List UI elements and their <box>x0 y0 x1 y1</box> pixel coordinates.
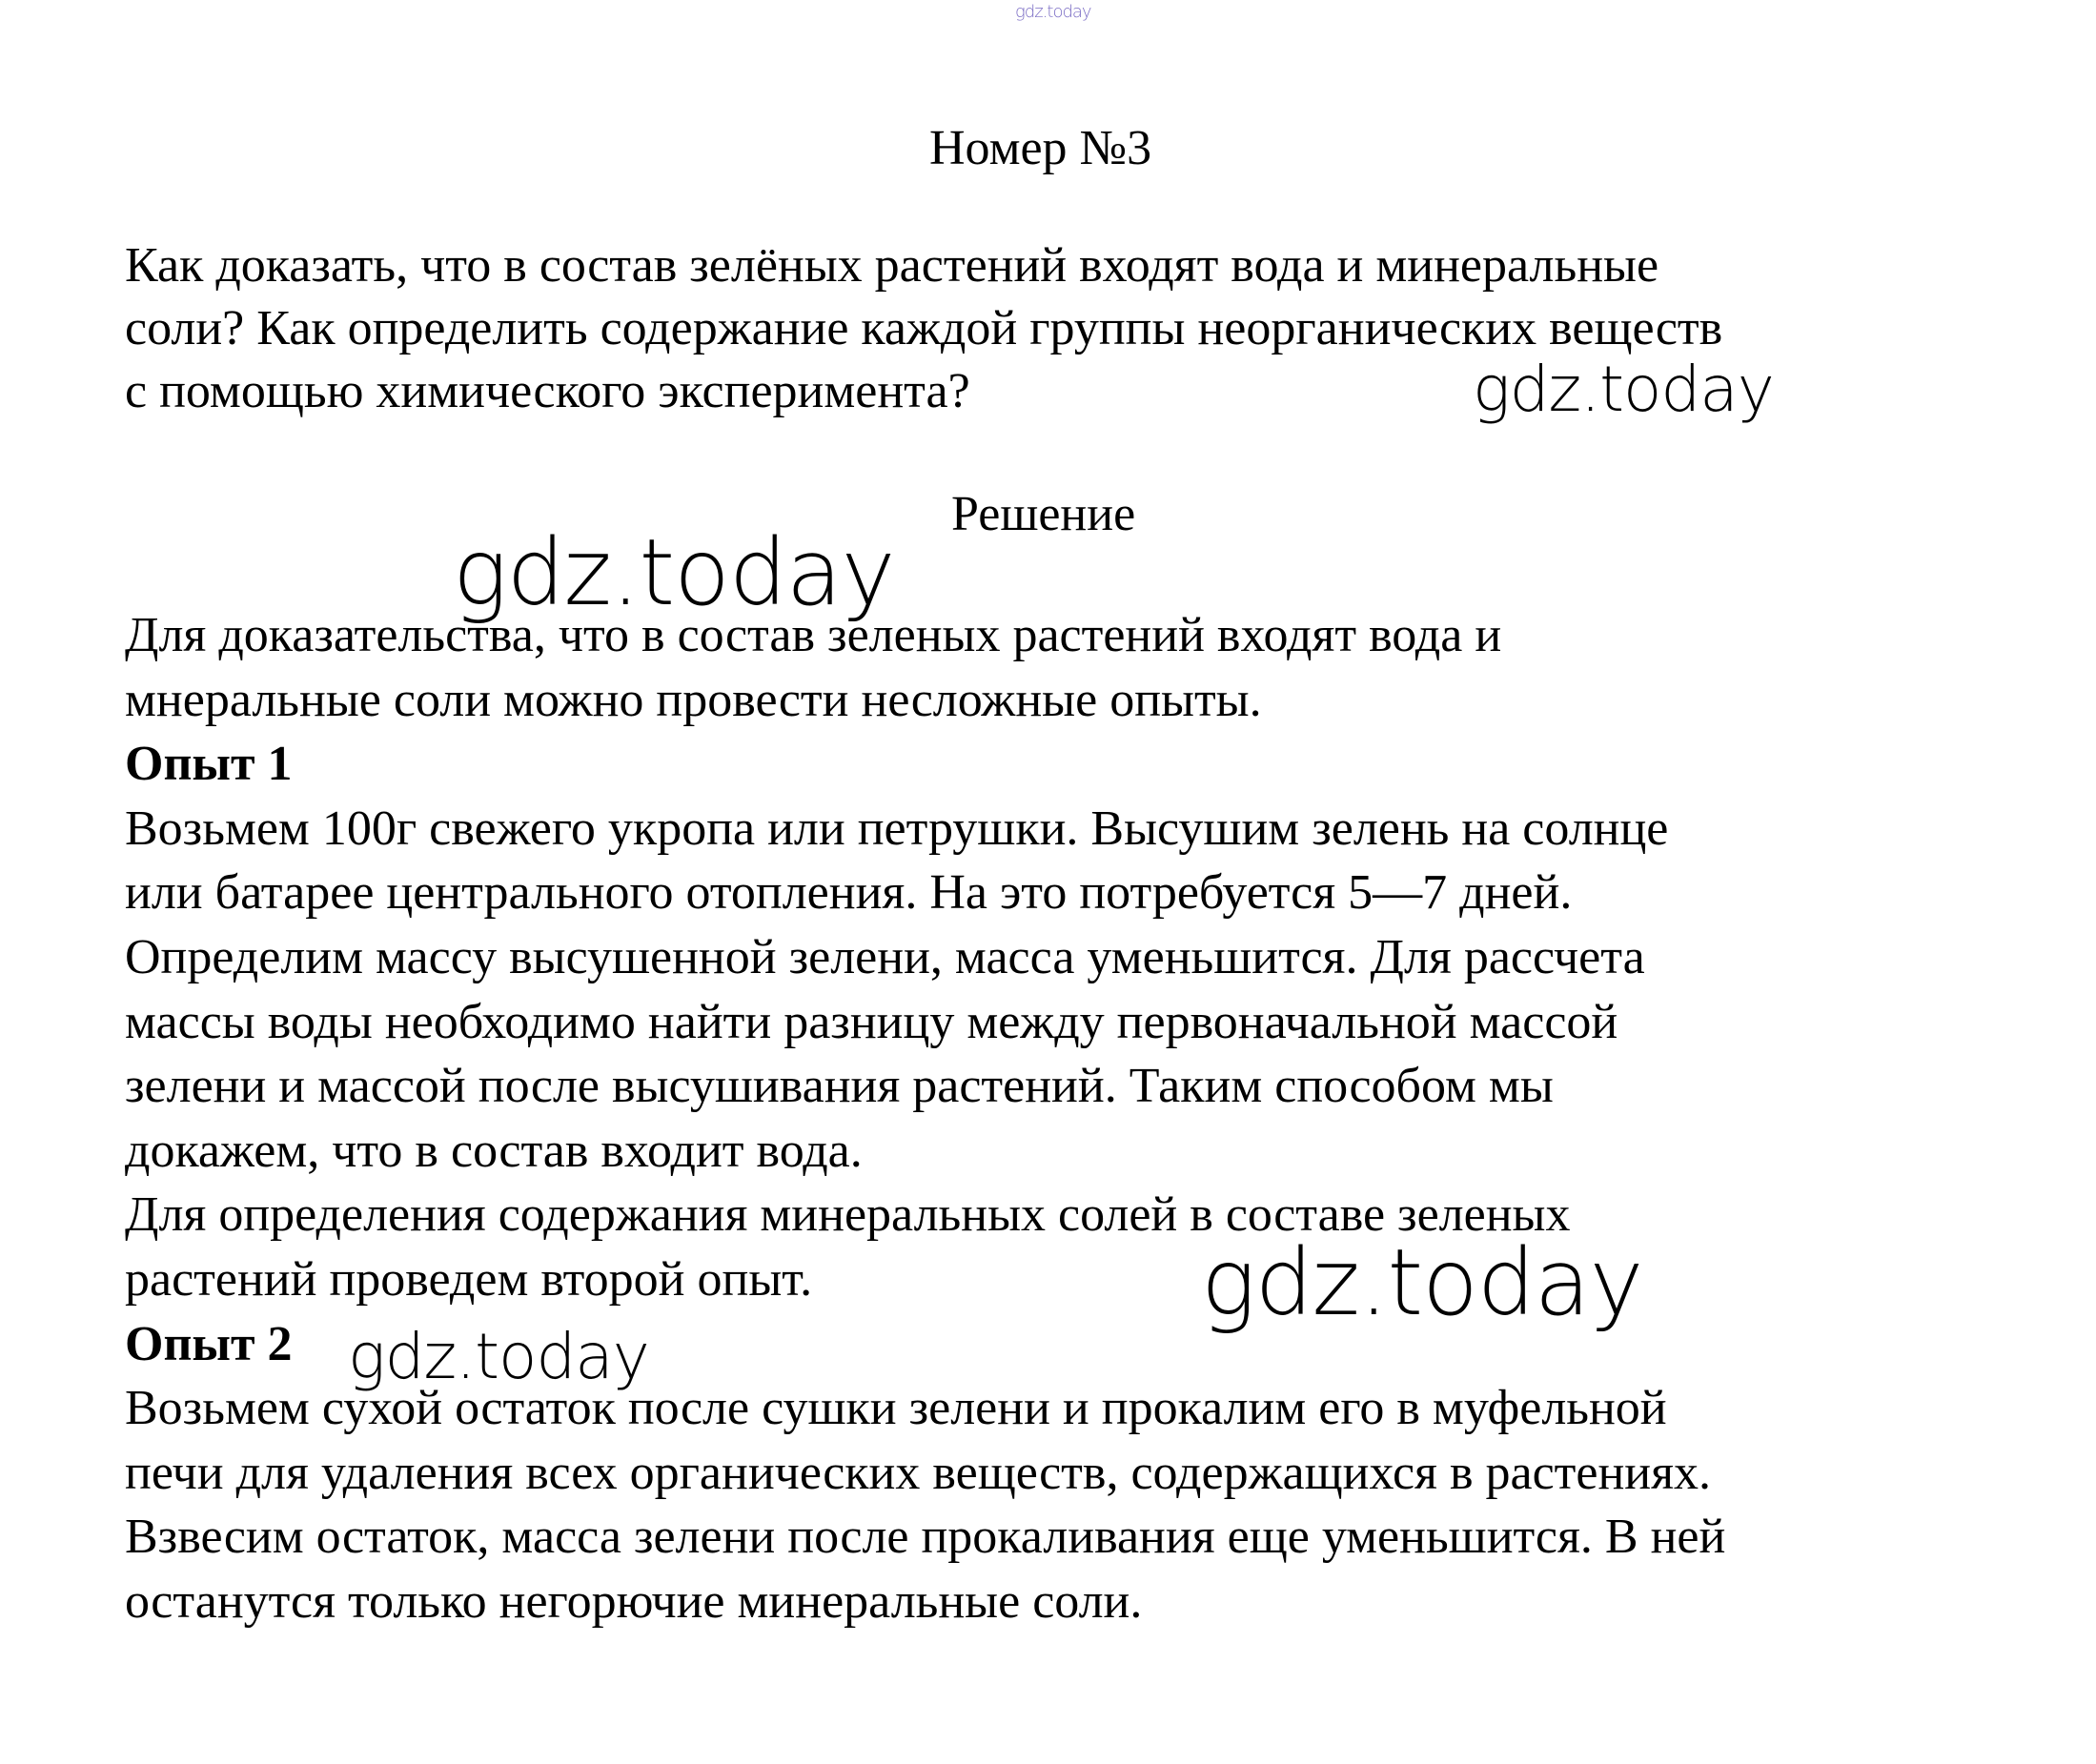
solution-line: Возьмем 100г свежего укропа или петрушки. Высушим зелень на солнце <box>125 801 1669 856</box>
experiment-2-heading: Опыт 2 <box>125 1316 293 1371</box>
solution-line: останутся только негорючие минеральные соли. <box>125 1573 1143 1629</box>
solution-line: Для определения содержания минеральных солей в составе зеленых <box>125 1187 1571 1243</box>
question-line: Как доказать, что в состав зелёных растений входят вода и минеральные <box>125 238 1659 293</box>
solution-line: мнеральные соли можно провести несложные опыты. <box>125 672 1262 727</box>
watermark: gdz.today <box>348 1320 649 1393</box>
watermark: gdz.today <box>1473 353 1774 426</box>
solution-line: докажем, что в состав входит вода. <box>125 1123 863 1178</box>
solution-line: растений проведем второй опыт. <box>125 1251 813 1307</box>
question-line: с помощью химического эксперимента? <box>125 364 970 418</box>
solution-block <box>125 603 1725 1634</box>
solution-line: массы воды необходимо найти разницу между первоначальной массой <box>125 994 1618 1049</box>
watermark-top[interactable]: gdz.today <box>1015 2 1091 22</box>
solution-line: Взвесим остаток, масса зелени после прокаливания еще уменьшится. В ней <box>125 1510 1726 1565</box>
solution-line: или батарее центрального отопления. На это потребуется 5—7 дней. <box>125 865 1573 921</box>
watermark: gdz.today <box>1201 1229 1643 1336</box>
solution-heading: Решение <box>951 487 1136 541</box>
solution-line: Для доказательства, что в состав зеленых растений входят вода и <box>125 608 1502 662</box>
question-line: соли? Как определить содержание каждой группы неорганических веществ <box>125 301 1723 355</box>
solution-line: печи для удаления всех органических веществ, содержащихся в растениях. <box>125 1445 1712 1500</box>
solution-line: зелени и массой после высушивания растений. Таким способом мы <box>125 1059 1554 1114</box>
solution-line: Определим массу высушенной зелени, масса уменьшится. Для рассчета <box>125 929 1645 984</box>
watermark: gdz.today <box>453 519 895 626</box>
experiment-1-heading: Опыт 1 <box>125 737 293 792</box>
page-title: Номер №3 <box>929 121 1152 175</box>
solution-line: Возьмем сухой остаток после сушки зелени и прокалим его в муфельной <box>125 1381 1667 1436</box>
